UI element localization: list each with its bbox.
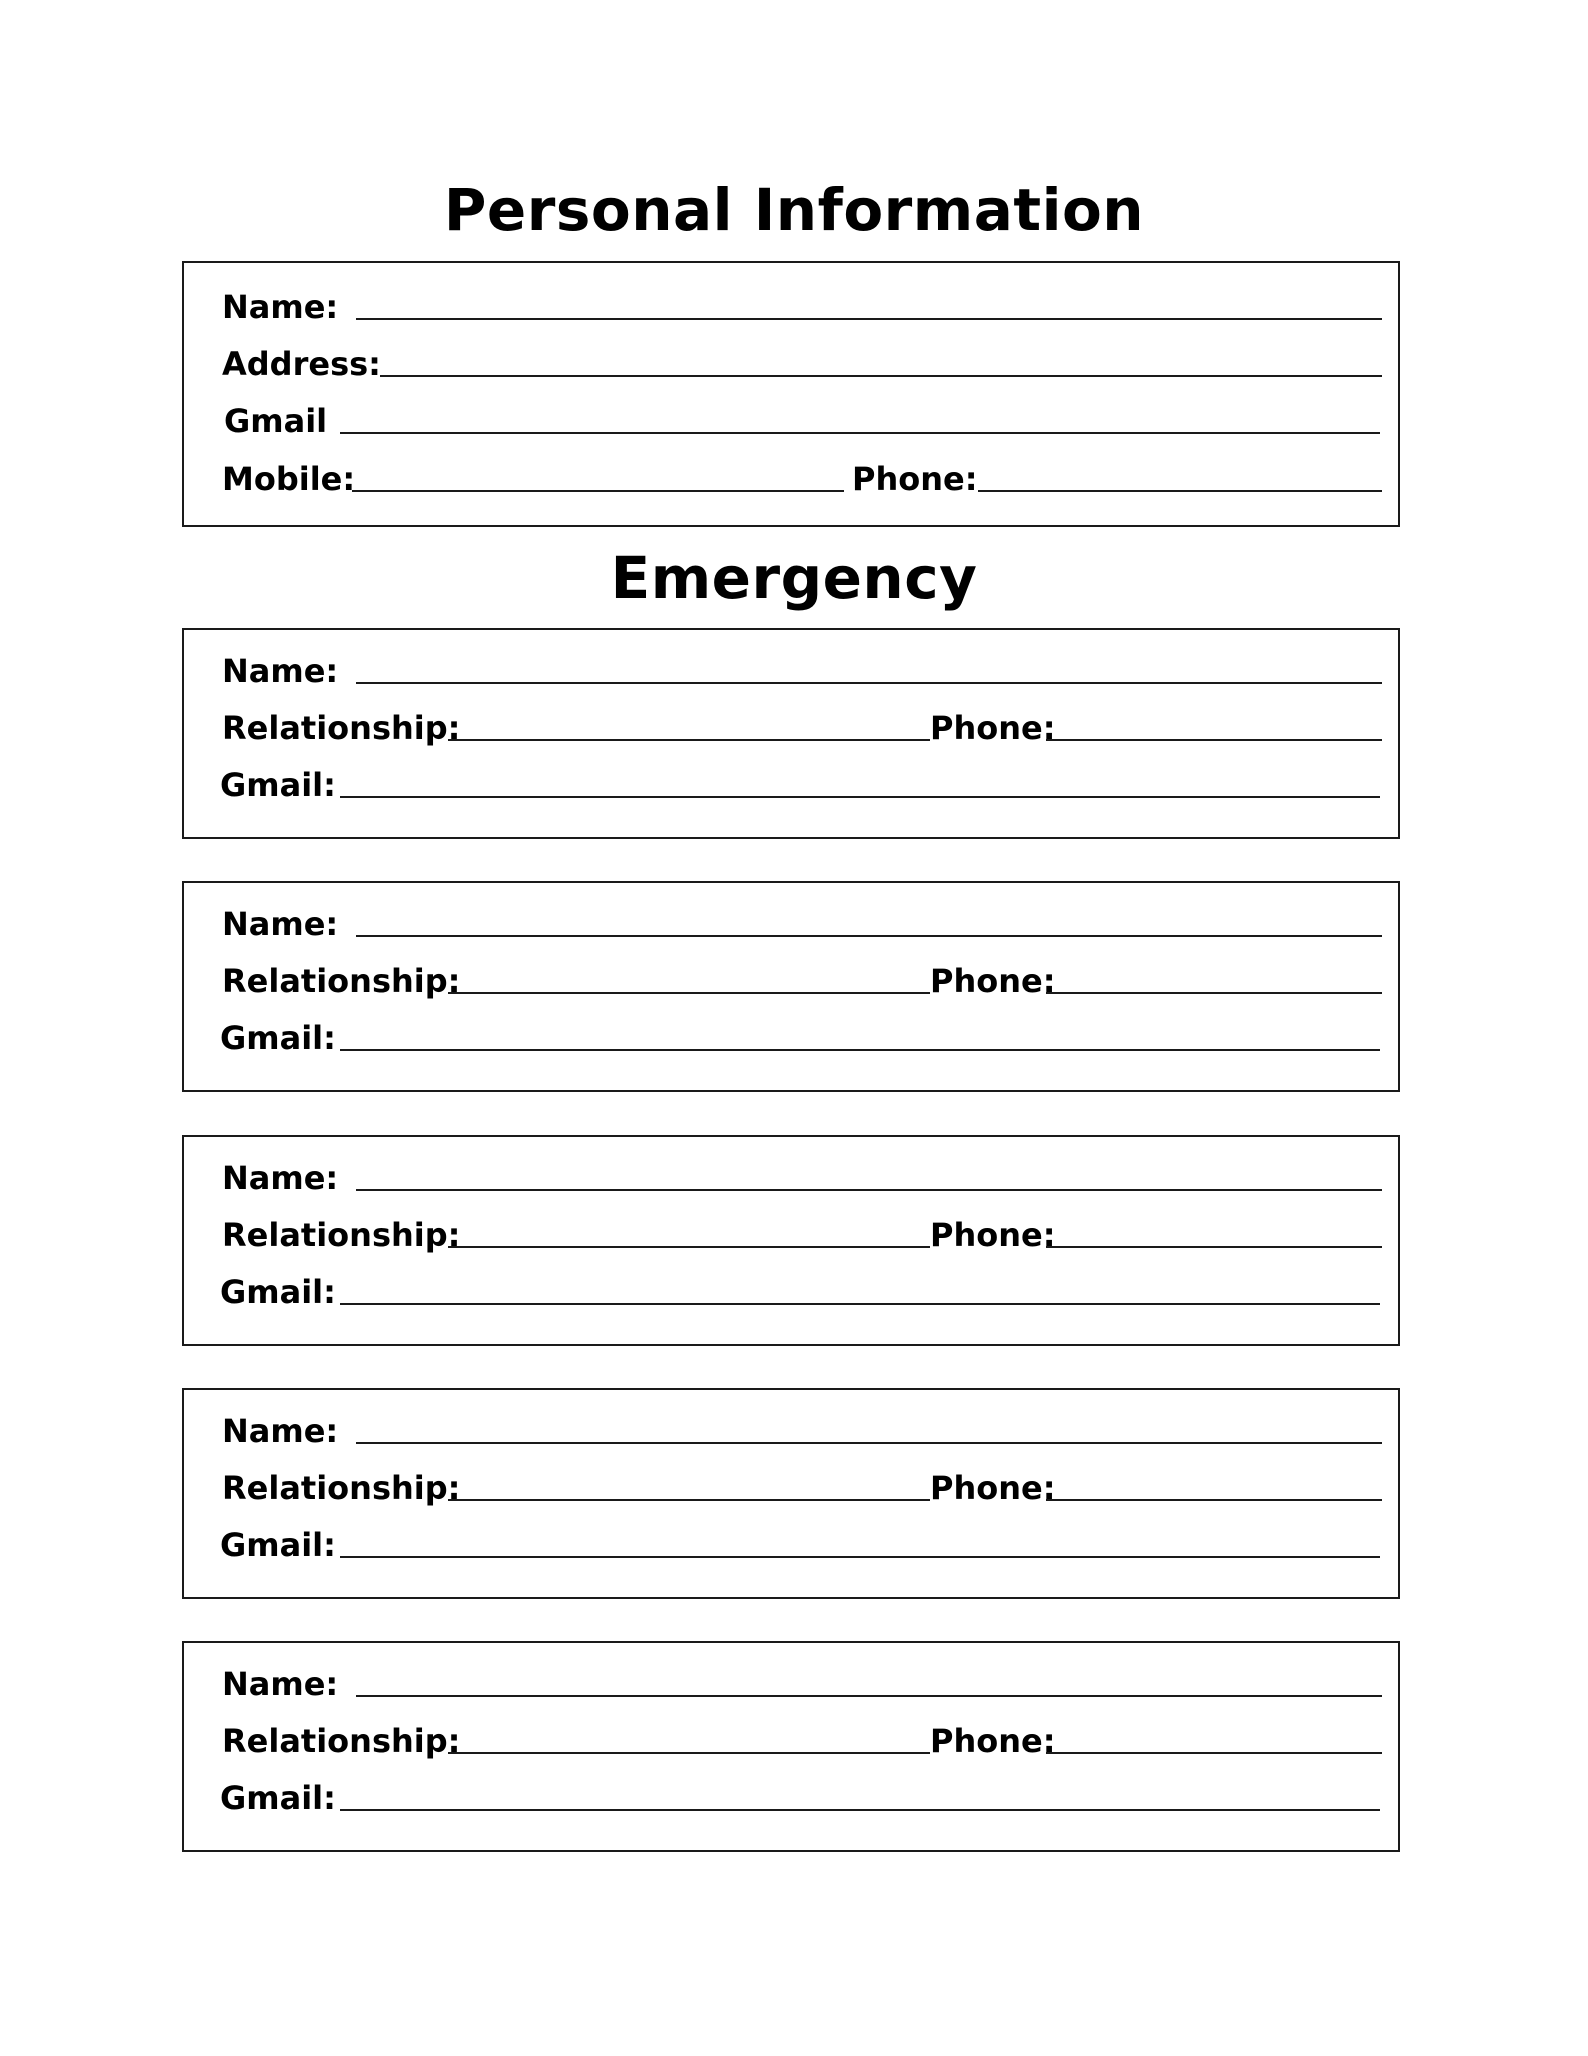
relationship-line[interactable] [448,739,930,741]
gmail-row [184,1525,1398,1565]
gmail-line[interactable] [340,1303,1380,1305]
gmail-label: Gmail: [220,1019,336,1057]
emergency-contact-box [182,1135,1400,1346]
personal-information-title: Personal Information [443,176,1145,244]
relationship-line[interactable] [448,992,930,994]
personal-information-box [182,261,1400,527]
relationship-label: Relationship: [222,1722,461,1760]
name-row [184,651,1398,691]
name-label: Name: [222,652,339,690]
phone-line[interactable] [1046,992,1382,994]
relationship-phone-row [184,1468,1398,1508]
mobile-line[interactable] [352,490,844,492]
relationship-label: Relationship: [222,1216,461,1254]
mobile-phone-row [184,459,1398,499]
name-row [184,1411,1398,1451]
gmail-row [184,1778,1398,1818]
emergency-contact-box [182,1641,1400,1852]
mobile-label: Mobile: [222,460,356,498]
gmail-row [184,401,1398,441]
gmail-row [184,1018,1398,1058]
phone-line[interactable] [1046,739,1382,741]
gmail-row [184,1272,1398,1312]
gmail-label: Gmail: [220,766,336,804]
name-row [184,904,1398,944]
gmail-line[interactable] [340,432,1380,434]
phone-label: Phone: [930,709,1056,747]
address-label: Address: [222,345,381,383]
relationship-line[interactable] [448,1752,930,1754]
phone-label: Phone: [930,1469,1056,1507]
emergency-contact-box [182,881,1400,1092]
name-label: Name: [222,1412,339,1450]
name-label: Name: [222,288,339,326]
relationship-label: Relationship: [222,1469,461,1507]
gmail-line[interactable] [340,1556,1380,1558]
phone-label: Phone: [930,1722,1056,1760]
name-row [184,1664,1398,1704]
name-line[interactable] [356,1695,1382,1697]
gmail-label: Gmail: [220,1526,336,1564]
emergency-title: Emergency [610,544,978,612]
relationship-line[interactable] [448,1246,930,1248]
emergency-contact-box [182,1388,1400,1599]
phone-label: Phone: [930,1216,1056,1254]
relationship-phone-row [184,1215,1398,1255]
relationship-phone-row [184,708,1398,748]
name-line[interactable] [356,318,1382,320]
relationship-label: Relationship: [222,709,461,747]
gmail-line[interactable] [340,1809,1380,1811]
name-row [184,287,1398,327]
gmail-label: Gmail: [220,1779,336,1817]
name-label: Name: [222,1159,339,1197]
gmail-line[interactable] [340,1049,1380,1051]
phone-line[interactable] [1046,1752,1382,1754]
phone-line[interactable] [1046,1499,1382,1501]
relationship-line[interactable] [448,1499,930,1501]
name-line[interactable] [356,935,1382,937]
relationship-label: Relationship: [222,962,461,1000]
name-row [184,1158,1398,1198]
name-line[interactable] [356,1189,1382,1191]
gmail-line[interactable] [340,796,1380,798]
name-line[interactable] [356,682,1382,684]
relationship-phone-row [184,961,1398,1001]
emergency-contact-box [182,628,1400,839]
relationship-phone-row [184,1721,1398,1761]
name-label: Name: [222,905,339,943]
phone-line[interactable] [978,490,1382,492]
gmail-label: Gmail: [220,1273,336,1311]
gmail-row [184,765,1398,805]
name-label: Name: [222,1665,339,1703]
phone-line[interactable] [1046,1246,1382,1248]
address-line[interactable] [380,375,1382,377]
phone-label: Phone: [852,460,978,498]
name-line[interactable] [356,1442,1382,1444]
phone-label: Phone: [930,962,1056,1000]
gmail-label: Gmail [224,402,328,440]
address-row [184,344,1398,384]
